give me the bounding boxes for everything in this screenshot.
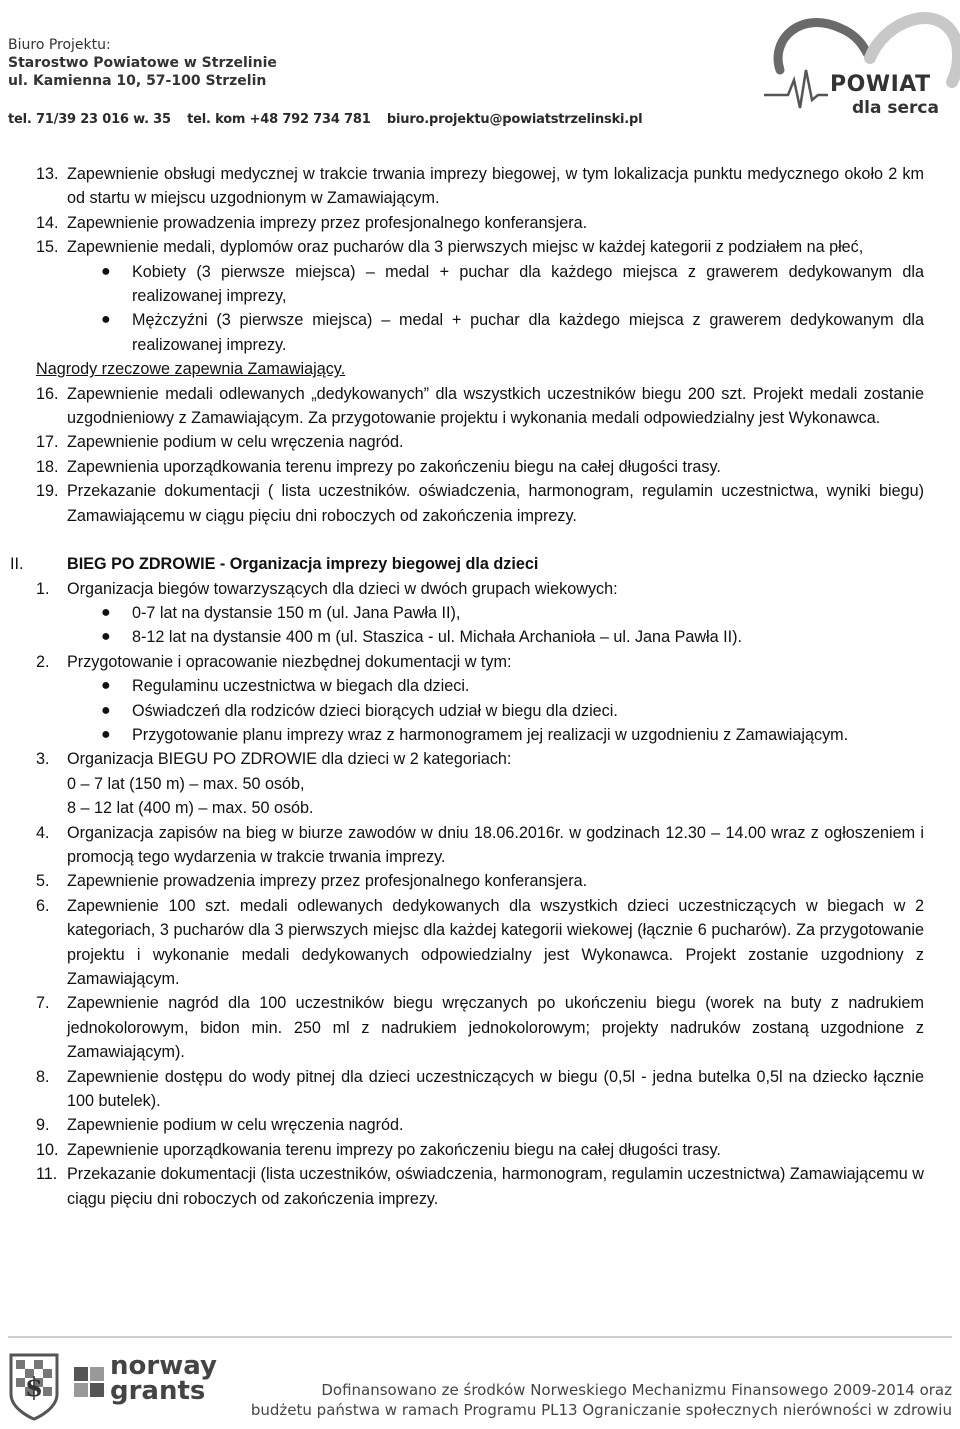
section-heading <box>10 552 924 576</box>
list-item <box>36 455 924 479</box>
bullet-icon: ● <box>101 701 111 719</box>
item-text: Zapewnienie uporządkowania terenu imprezy po zakończeniu biegu na całej długości trasy. <box>67 1140 721 1159</box>
grants-word: grants <box>110 1376 206 1406</box>
list-item <box>36 869 924 893</box>
item-number: 13. <box>36 165 59 183</box>
bullet-text: Oświadczeń dla rodziców dzieci biorących udział w biegu dla dzieci. <box>132 701 618 720</box>
crest-icon <box>8 1352 60 1422</box>
list-item <box>36 1138 924 1162</box>
item-number: 7. <box>36 994 50 1013</box>
list-item <box>36 162 924 211</box>
bullet-item <box>36 260 924 309</box>
list-item <box>36 1162 924 1211</box>
contact-line <box>8 112 654 127</box>
item-number: 2. <box>36 652 50 671</box>
bullet-item <box>36 723 924 747</box>
section-title: BIEG PO ZDROWIE - Organizacja imprezy biegowej dla dzieci <box>67 555 539 574</box>
bullet-text: Kobiety (3 pierwsze miejsca) – medal + puchar dla każdego miejsca z grawerem dedykowanym dla realizowanej imprezy, <box>132 262 924 306</box>
item-text: Zapewnienie 100 szt. medali odlewanych dedykowanych dla wszystkich dzieci uczestniczących w biegach w 2 kategoriach, 3 pucharów dla 3 pierwszych miejsc dla każdej kategorii wiekowej (łącznie 6 pucharów). Za przygotowanie projektu i wykonanie medali dedykowanych odpowiedzialny jest Wykonawca. Projekt zostanie uzgodniony z Zamawiającym. <box>67 896 924 988</box>
list-item <box>36 577 924 601</box>
item-text: Zapewnienie prowadzenia imprezy przez profesjonalnego konferansjera. <box>67 213 588 232</box>
document-body <box>10 162 924 1211</box>
item-number: 1. <box>36 579 50 598</box>
item-number: 4. <box>36 823 50 842</box>
item-number: 11. <box>36 1165 58 1184</box>
item-text: Zapewnienie obsługi medycznej w trakcie trwania imprezy biegowej, w tym lokalizacja punktu medycznego około 2 km od startu w miejscu uzgodnionym w Zamawiającym. <box>67 165 924 208</box>
item-text: Przygotowanie i opracowanie niezbędnej dokumentacji w tym: <box>67 652 512 671</box>
bullet-item <box>36 674 924 698</box>
list-item <box>36 211 924 235</box>
funding-line: budżetu państwa w ramach Programu PL13 Ograniczanie społecznych nierówności w zdrowiu <box>250 1401 952 1419</box>
item-number: 10. <box>36 1140 59 1159</box>
section-number: II. <box>10 555 24 574</box>
office-address-block <box>8 36 277 90</box>
bullet-item <box>36 308 924 357</box>
item-number: 3. <box>36 750 50 769</box>
bullet-icon: ● <box>101 725 111 743</box>
bullet-icon: ● <box>101 262 111 280</box>
funding-statement <box>230 1380 952 1420</box>
item-number: 18. <box>36 457 59 476</box>
item-text: Zapewnienie medali, dyplomów oraz pucharów dla 3 pierwszych miejsc w każdej kategorii z podziałem na płeć, <box>67 238 864 257</box>
bullet-icon: ● <box>101 628 111 646</box>
category-line: 0 – 7 lat (150 m) – max. 50 osób, <box>67 774 305 793</box>
office-name: Starostwo Powiatowe w Strzelinie <box>8 55 277 71</box>
item-number: 19. <box>36 482 59 501</box>
bullet-item <box>36 601 924 625</box>
bullet-text: 0-7 lat na dystansie 150 m (ul. Jana Pawła II), <box>132 603 461 622</box>
list-item <box>36 747 924 771</box>
list-item <box>36 821 924 870</box>
item-text: Zapewnienie medali odlewanych „dedykowanych” dla wszystkich uczestników biegu 200 szt. Projekt medali zostanie uzgodnieniowy z Zamawiającym. Za przygotowanie projektu i wykonania medali odpowiedzialny jest Wykonawca. <box>67 384 924 428</box>
bullet-item <box>36 625 924 649</box>
office-address: ul. Kamienna 10, 57-100 Strzelin <box>8 73 267 89</box>
item-text: Zapewnienia uporządkowania terenu imprezy po zakończeniu biegu na całej długości trasy. <box>67 457 721 476</box>
item-text: Organizacja biegów towarzyszących dla dzieci w dwóch grupach wiekowych: <box>67 579 618 598</box>
category-line: 8 – 12 lat (400 m) – max. 50 osób. <box>67 799 314 818</box>
bullet-text: 8-12 lat na dystansie 400 m (ul. Staszica - ul. Michała Archanioła – ul. Jana Pawła II). <box>132 628 743 647</box>
list-item <box>36 650 924 674</box>
item-number: 15. <box>36 238 59 257</box>
list-item <box>36 894 924 992</box>
office-label: Biuro Projektu: <box>8 37 111 53</box>
list-item <box>36 991 924 1064</box>
logo-subtitle: dla serca <box>852 98 939 118</box>
email[interactable]: biuro.projektu@powiatstrzelinski.pl <box>386 112 643 127</box>
item-number: 17. <box>36 433 59 452</box>
item-text: Zapewnienie podium w celu wręczenia nagród. <box>67 433 404 452</box>
bullet-icon: ● <box>101 603 111 621</box>
bullet-item <box>36 699 924 723</box>
norway-word: norway <box>110 1351 217 1381</box>
bullet-icon: ● <box>101 311 111 329</box>
bullet-icon: ● <box>101 677 111 695</box>
item-text: Zapewnienie prowadzenia imprezy przez profesjonalnego konferansjera. <box>67 872 588 891</box>
logo-title: POWIAT <box>830 72 931 97</box>
prizes-note: Nagrody rzeczowe zapewnia Zamawiający. <box>36 360 346 379</box>
mobile: tel. kom +48 792 734 781 <box>187 112 371 127</box>
footer-divider <box>8 1336 952 1338</box>
bullet-text: Regulaminu uczestnictwa w biegach dla dzieci. <box>132 677 470 696</box>
powiat-logo <box>760 0 960 130</box>
item-number: 5. <box>36 872 50 891</box>
funding-line: Dofinansowano ze środków Norweskiego Mechanizmu Finansowego 2009-2014 oraz <box>321 1381 952 1399</box>
bullet-text: Przygotowanie planu imprezy wraz z harmonogramem jej realizacji w uzgodnieniu z Zamawiającym. <box>132 725 849 744</box>
list-item <box>36 382 924 431</box>
item-text: Przekazanie dokumentacji ( lista uczestników. oświadczenia, harmonogram, regulamin uczestnictwa, wyniki biegu) Zamawiającemu w ciągu pięciu dni roboczych od zakończenia imprezy. <box>67 482 924 525</box>
svg-text:$: $ <box>24 1373 44 1403</box>
list-item <box>36 479 924 528</box>
list-item <box>36 1065 924 1114</box>
item-text: Zapewnienie podium w celu wręczenia nagród. <box>67 1116 404 1135</box>
item-text: Organizacja BIEGU PO ZDROWIE dla dzieci w 2 kategoriach: <box>67 750 512 769</box>
item-number: 16. <box>36 384 59 403</box>
norway-grants-text <box>110 1351 217 1406</box>
bullet-text: Mężczyźni (3 pierwsze miejsca) – medal + puchar dla każdego miejsca z grawerem dedykowanym dla realizowanej imprezy. <box>132 311 924 354</box>
list-item <box>36 235 924 259</box>
item-number: 6. <box>36 896 50 915</box>
item-number: 8. <box>36 1067 50 1086</box>
item-number: 9. <box>36 1116 50 1135</box>
item-text: Zapewnienie dostępu do wody pitnej dla dzieci uczestniczących w biegu (0,5l - jedna butelka 0,5l na dziecko łącznie 100 butelek). <box>67 1067 924 1111</box>
item-text: Zapewnienie nagród dla 100 uczestników biegu wręczanych po ukończeniu biegu (worek na buty z nadrukiem jednokolorowym, bidon min. 250 ml z nadrukiem jednokolorowym; projekty nadruków zostaną uzgodnione z Zamawiającym). <box>67 994 924 1062</box>
phone: tel. 71/39 23 016 w. 35 <box>8 112 171 127</box>
item-text: Przekazanie dokumentacji (lista uczestników, oświadczenia, harmonogram, regulamin uczestnictwa) Zamawiającemu w ciągu pięciu dni roboczych od zakończenia imprezy. <box>67 1165 924 1208</box>
item-text: Organizacja zapisów na bieg w biurze zawodów w dniu 18.06.2016r. w godzinach 12.30 – 14.00 wraz z ogłoszeniem i promocją tego wydarzenia w trakcie trwania imprezy. <box>67 823 924 866</box>
list-item <box>36 1113 924 1137</box>
item-number: 14. <box>36 213 59 232</box>
list-item <box>36 430 924 454</box>
